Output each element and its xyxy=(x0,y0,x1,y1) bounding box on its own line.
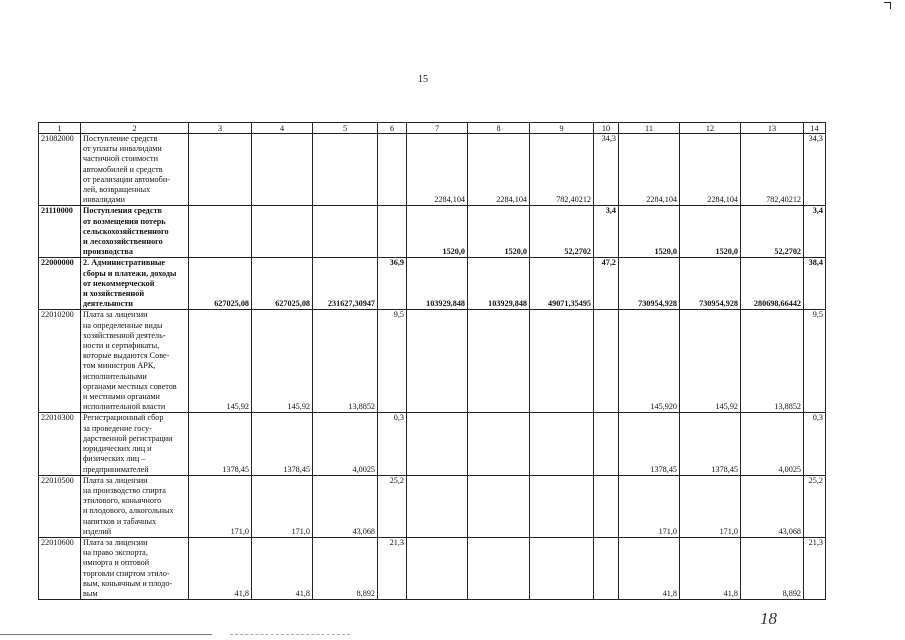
value-cell: 4,0025 xyxy=(313,413,378,475)
table-row xyxy=(39,206,826,258)
row-code: 22010300 xyxy=(39,413,81,475)
bottom-dash xyxy=(230,634,350,635)
row-name-line: физических лиц – xyxy=(83,454,146,464)
percent-cell: 9,5 xyxy=(378,310,407,413)
value-cell: 171,0 xyxy=(619,475,680,537)
percent-cell: 34,3 xyxy=(804,134,826,206)
row-name-line: на право экспорта, xyxy=(83,548,148,558)
row-name-line: вым, коньячным и плодо- xyxy=(83,578,173,588)
value-cell: 2284,104 xyxy=(468,134,530,206)
row-name-line: сборы и платежи, доходы xyxy=(83,268,177,278)
handwritten-signature: 18 xyxy=(760,609,777,628)
value-cell: 41,8 xyxy=(680,537,741,599)
value-cell: 8,892 xyxy=(313,537,378,599)
value-cell: 231627,30947 xyxy=(313,258,378,310)
row-name-line: предпринимателей xyxy=(83,464,149,474)
value-cell: 171,0 xyxy=(189,475,252,537)
percent-cell: 25,2 xyxy=(378,475,407,537)
value-cell xyxy=(407,475,468,537)
row-name xyxy=(81,206,189,258)
percent-cell xyxy=(594,310,619,413)
value-cell xyxy=(468,310,530,413)
column-header: 3 xyxy=(189,123,252,134)
value-cell: 1520,0 xyxy=(468,206,530,258)
row-name-line: за проведение госу- xyxy=(83,423,152,433)
page-number: 15 xyxy=(418,74,428,85)
value-cell: 103929,848 xyxy=(407,258,468,310)
value-cell xyxy=(407,310,468,413)
row-name-line: инвалидами xyxy=(83,195,126,205)
row-name-line: исполнительными xyxy=(83,371,147,381)
percent-cell: 0,3 xyxy=(804,413,826,475)
table-row xyxy=(39,258,826,310)
table-row xyxy=(39,537,826,599)
column-header: 2 xyxy=(81,123,189,134)
percent-cell: 9,5 xyxy=(804,310,826,413)
value-cell xyxy=(530,537,594,599)
value-cell: 145,920 xyxy=(619,310,680,413)
row-name-line: на определенные виды xyxy=(83,320,163,330)
row-name xyxy=(81,134,189,206)
percent-cell: 25,2 xyxy=(804,475,826,537)
column-header: 1 xyxy=(39,123,81,134)
value-cell: 41,8 xyxy=(619,537,680,599)
value-cell: 49071,35495 xyxy=(530,258,594,310)
value-cell: 1520,0 xyxy=(619,206,680,258)
row-name-line: сельскохозяйственного xyxy=(83,226,169,236)
value-cell: 627025,08 xyxy=(252,258,313,310)
percent-cell: 34,3 xyxy=(594,134,619,206)
row-name xyxy=(81,413,189,475)
value-cell xyxy=(252,206,313,258)
percent-cell: 21,3 xyxy=(804,537,826,599)
row-code: 22000000 xyxy=(39,258,81,310)
table-row xyxy=(39,310,826,413)
value-cell xyxy=(313,206,378,258)
row-name-line: на производство спирта xyxy=(83,485,166,495)
column-header: 11 xyxy=(619,123,680,134)
row-name-line: хозяйственной деятель- xyxy=(83,330,166,340)
value-cell: 1378,45 xyxy=(680,413,741,475)
percent-cell: 3,4 xyxy=(594,206,619,258)
row-name-line: Плата за лицензии xyxy=(83,310,148,320)
value-cell: 782,40212 xyxy=(741,134,804,206)
budget-table xyxy=(38,122,826,600)
row-code: 21082000 xyxy=(39,134,81,206)
row-name-line: лей, возвращенных xyxy=(83,185,151,195)
value-cell: 1378,45 xyxy=(189,413,252,475)
row-name-line: от возмещения потерь xyxy=(83,216,166,226)
row-name-line: юридических лиц и xyxy=(83,444,152,454)
row-name-line: которые выдаются Сове- xyxy=(83,351,170,361)
value-cell: 43,068 xyxy=(741,475,804,537)
table-row xyxy=(39,134,826,206)
row-name-line: от реализации автомоби- xyxy=(83,174,170,184)
value-cell: 13,8852 xyxy=(313,310,378,413)
row-code: 22010500 xyxy=(39,475,81,537)
percent-cell xyxy=(378,206,407,258)
corner-mark xyxy=(884,2,891,9)
percent-cell: 47,2 xyxy=(594,258,619,310)
value-cell: 2284,104 xyxy=(680,134,741,206)
row-name-line: этилового, коньячного xyxy=(83,496,162,506)
value-cell: 1378,45 xyxy=(252,413,313,475)
value-cell xyxy=(530,475,594,537)
percent-cell: 3,4 xyxy=(804,206,826,258)
value-cell xyxy=(252,134,313,206)
value-cell: 782,40212 xyxy=(530,134,594,206)
row-name-line: и лесохозяйственного xyxy=(83,237,163,247)
row-name-line: изделий xyxy=(83,526,112,536)
bottom-rule xyxy=(0,634,212,635)
value-cell: 280698,66442 xyxy=(741,258,804,310)
value-cell: 41,8 xyxy=(189,537,252,599)
value-cell: 171,0 xyxy=(252,475,313,537)
row-name-line: Поступление средств xyxy=(83,134,158,143)
percent-cell: 36,9 xyxy=(378,258,407,310)
row-name-line: 2. Административные xyxy=(83,258,166,268)
column-header: 4 xyxy=(252,123,313,134)
value-cell xyxy=(530,413,594,475)
row-name xyxy=(81,258,189,310)
row-code: 22010600 xyxy=(39,537,81,599)
percent-cell xyxy=(594,475,619,537)
table-row xyxy=(39,413,826,475)
value-cell: 52,2702 xyxy=(741,206,804,258)
value-cell: 730954,928 xyxy=(680,258,741,310)
value-cell: 103929,848 xyxy=(468,258,530,310)
column-header: 10 xyxy=(594,123,619,134)
value-cell: 43,068 xyxy=(313,475,378,537)
row-name xyxy=(81,537,189,599)
value-cell: 52,2702 xyxy=(530,206,594,258)
value-cell xyxy=(407,413,468,475)
row-name-line: Плата за лицензии xyxy=(83,537,148,547)
row-name-line: от некоммерческой xyxy=(83,278,155,288)
column-header: 14 xyxy=(804,123,826,134)
row-name-line: импорта и оптовой xyxy=(83,558,150,568)
row-name-line: торговли спиртом этило- xyxy=(83,568,170,578)
value-cell: 1378,45 xyxy=(619,413,680,475)
row-name-line: органами местных советов xyxy=(83,381,177,391)
value-cell: 41,8 xyxy=(252,537,313,599)
column-header: 9 xyxy=(530,123,594,134)
column-number-row xyxy=(39,123,826,134)
row-name-line: напитков и табачных xyxy=(83,516,157,526)
value-cell: 171,0 xyxy=(680,475,741,537)
value-cell: 730954,928 xyxy=(619,258,680,310)
column-header: 13 xyxy=(741,123,804,134)
row-name-line: от уплаты инвалидами xyxy=(83,144,162,154)
row-code: 21110000 xyxy=(39,206,81,258)
value-cell: 145,92 xyxy=(680,310,741,413)
row-name-line: деятельности xyxy=(83,299,133,309)
row-name-line: ности и сертификаты, xyxy=(83,341,160,351)
row-name-line: частичной стоимости xyxy=(83,154,159,164)
value-cell: 145,92 xyxy=(189,310,252,413)
column-header: 8 xyxy=(468,123,530,134)
table-body xyxy=(39,134,826,600)
value-cell: 4,0025 xyxy=(741,413,804,475)
row-name-line: и хозяйственной xyxy=(83,289,145,299)
value-cell xyxy=(530,310,594,413)
table-row xyxy=(39,475,826,537)
row-name-line: Поступления средств xyxy=(83,206,162,216)
value-cell: 13,8852 xyxy=(741,310,804,413)
row-name-line: исполнительной власти xyxy=(83,402,166,412)
row-name xyxy=(81,310,189,413)
value-cell xyxy=(189,134,252,206)
row-name-line: том министров АРК, xyxy=(83,361,156,371)
value-cell xyxy=(189,206,252,258)
row-code: 22010200 xyxy=(39,310,81,413)
row-name-line: Плата за лицензии xyxy=(83,475,148,485)
value-cell: 145,92 xyxy=(252,310,313,413)
row-name-line: и местными органами xyxy=(83,392,160,402)
row-name xyxy=(81,475,189,537)
value-cell: 1520,0 xyxy=(680,206,741,258)
value-cell: 2284,104 xyxy=(407,134,468,206)
column-header: 5 xyxy=(313,123,378,134)
value-cell xyxy=(468,537,530,599)
value-cell xyxy=(468,413,530,475)
value-cell: 627025,08 xyxy=(189,258,252,310)
column-header: 6 xyxy=(378,123,407,134)
row-name-line: дарственной регистрации xyxy=(83,433,173,443)
row-name-line: автомобилей и средств xyxy=(83,164,163,174)
row-name-line: производства xyxy=(83,247,133,257)
percent-cell xyxy=(594,537,619,599)
percent-cell: 38,4 xyxy=(804,258,826,310)
percent-cell xyxy=(594,413,619,475)
value-cell xyxy=(407,537,468,599)
column-header: 7 xyxy=(407,123,468,134)
row-name-line: и плодового, алкогольных xyxy=(83,506,174,516)
value-cell xyxy=(313,134,378,206)
value-cell: 1520,0 xyxy=(407,206,468,258)
percent-cell xyxy=(378,134,407,206)
value-cell: 2284,104 xyxy=(619,134,680,206)
value-cell xyxy=(468,475,530,537)
row-name-line: Регистрационный сбор xyxy=(83,413,164,423)
value-cell: 8,892 xyxy=(741,537,804,599)
percent-cell: 21,3 xyxy=(378,537,407,599)
percent-cell: 0,3 xyxy=(378,413,407,475)
row-name-line: вым xyxy=(83,588,98,598)
column-header: 12 xyxy=(680,123,741,134)
